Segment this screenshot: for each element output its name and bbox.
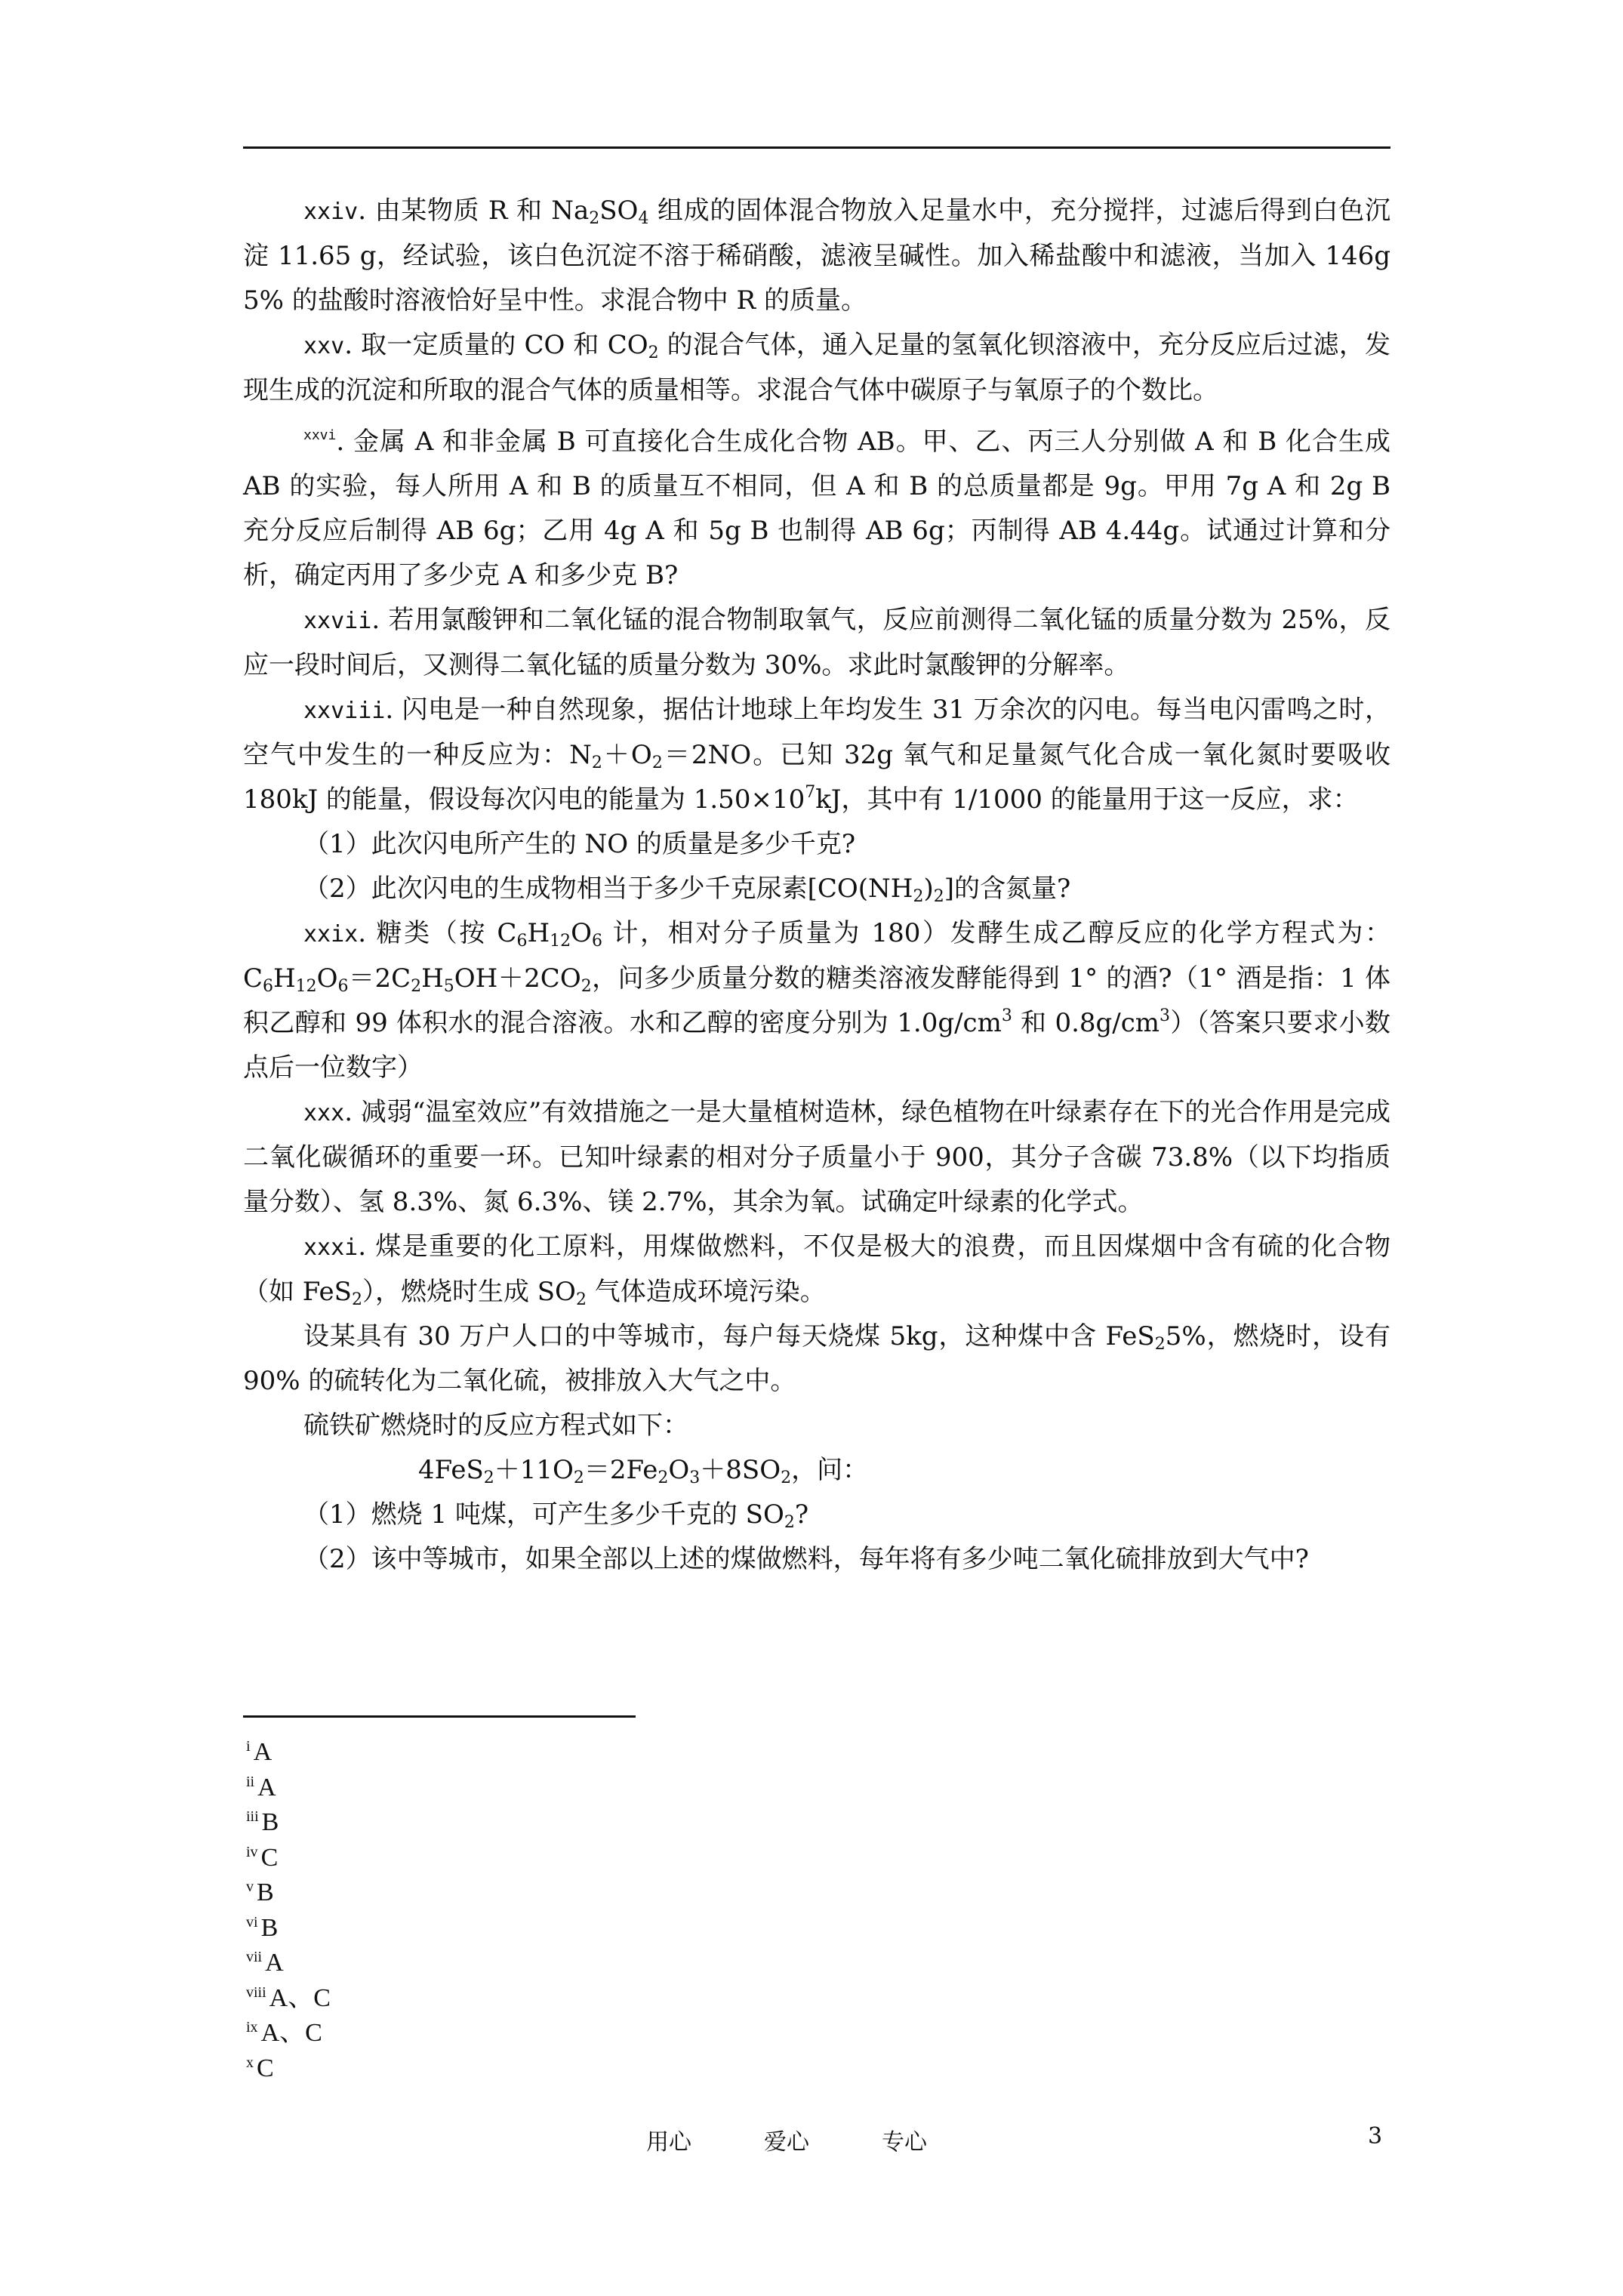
question-number: xxvii bbox=[303, 608, 372, 634]
footer-slogan: 用心 爱心 专心 bbox=[646, 2129, 927, 2156]
question-27: xxvii. 若用氯酸钾和二氧化锰的混合物制取氧气，反应前测得二氧化锰的质量分数为 25%，反应一段时间后，又测得二氧化锰的质量分数为 30%。求此时氯酸钾的分解率。 bbox=[243, 605, 1390, 680]
question-number: xxix bbox=[303, 921, 359, 948]
footnote-item: $^{ix}$ A、C bbox=[246, 2019, 322, 2047]
footnote-item: $^i$ A bbox=[246, 1738, 273, 1766]
question-30: xxx. 减弱“温室效应”有效措施之一是大量植树造林，绿色植物在叶绿素存在下的光合作用是完成二氧化碳循环的重要一环。已知叶绿素的相对分子质量小于 900，其分子含碳 73.8%（以下均指质量分数）、氢 8.3%、氮 6.3%、镁 2.7%，其余为氧。试确定叶绿素的化学式。 bbox=[243, 1097, 1390, 1217]
question-number: xxviii bbox=[303, 698, 386, 724]
question-number: xxx bbox=[303, 1100, 345, 1126]
footnote-separator bbox=[243, 1715, 636, 1718]
question-25: xxv. 取一定质量的 CO 和 $CO_2$ 的混合气体，通入足量的氢氧化钡溶液中，充分反应后过滤，发现生成的沉淀和所取的混合气体的质量相等。求混合气体中碳原子与氧原子的个数比。 bbox=[243, 330, 1390, 405]
question-31-paragraph-3: 硫铁矿燃烧时的反应方程式如下： bbox=[303, 1410, 688, 1441]
document-body bbox=[243, 189, 1390, 1582]
question-31-equation: $4FeS_2+11O_2=2Fe_2O_3+8SO_2$，问： bbox=[418, 1455, 869, 1487]
header-rule bbox=[243, 146, 1390, 149]
footnote-item: $^{ii}$ A bbox=[246, 1773, 276, 1801]
question-28: xxviii. 闪电是一种自然现象，据估计地球上年均发生 31 万余次的闪电。每当电闪雷鸣之时，空气中发生的一种反应为：$N_2+O_2=2NO$。已知 32g 氧气和足量氮气化合成一氧化氮时要吸收 180kJ 的能量，假设每次闪电的能量为 $1.50\times 10^7kJ$，其中有 1/1000 的能量用于这一反应，求： bbox=[243, 695, 1391, 815]
footnote-item: $^x$ C bbox=[246, 2054, 274, 2082]
question-number: xxv bbox=[303, 333, 345, 359]
page-number: 3 bbox=[1368, 2123, 1383, 2150]
footnote-item: $^{iv}$ C bbox=[246, 1843, 279, 1872]
question-31: xxxi. 煤是重要的化工原料，用煤做燃料，不仅是极大的浪费，而且因煤烟中含有硫的化合物（如 FeS$_2$），燃烧时生成 $SO_2$ 气体造成环境污染。 bbox=[243, 1231, 1390, 1309]
footnote-item: $^{vi}$ B bbox=[246, 1913, 279, 1942]
question-number: xxxi bbox=[303, 1234, 359, 1261]
question-number: xxvi bbox=[303, 427, 337, 443]
question-31-part-1: （1）燃烧 1 吨煤，可产生多少千克的 $SO_2$? bbox=[303, 1499, 809, 1532]
question-26: $^{xxvi}$. 金属 A 和非金属 B 可直接化合生成化合物 AB。甲、乙、丙三人分别做 A 和 B 化合生成 AB 的实验，每人所用 A 和 B 的质量互不相同，但 A 和 B 的总质量都是 9g。甲用 7g A 和 2g B 充分反应后制得 AB 6g；乙用 4g A 和 5g B 也制得 AB 6g；丙制得 AB 4.44g。试通过计算和分析，确定丙用了多少克 A 和多少克 B? bbox=[243, 427, 1390, 590]
question-number: xxiv bbox=[303, 199, 359, 225]
footnotes bbox=[246, 1729, 331, 2080]
question-31-paragraph-2: 设某具有 30 万户人口的中等城市，每户每天烧煤 5kg，这种煤中含 FeS$_2$5%，燃烧时，设有 90% 的硫转化为二氧化硫，被排放入大气之中。 bbox=[243, 1321, 1390, 1396]
footnote-item: $^{viii}$ A、C bbox=[246, 1983, 331, 2012]
question-24: xxiv. 由某物质 R 和 $Na_2SO_4$ 组成的固体混合物放入足量水中，充分搅拌，过滤后得到白色沉淀 11.65 g，经试验，该白色沉淀不溶于稀硝酸，滤液呈碱性。加入稀盐酸中和滤液，当加入 146g 5% 的盐酸时溶液恰好呈中性。求混合物中 R 的质量。 bbox=[243, 196, 1390, 316]
question-31-part-2: （2）该中等城市，如果全部以上述的煤做燃料，每年将有多少吨二氧化硫排放到大气中? bbox=[303, 1544, 1309, 1574]
question-29: xxix. 糖类（按 $C_6H_{12}O_6$ 计，相对分子质量为 180）发酵生成乙醇反应的化学方程式为：$C_6H_{12}O_6=2C_2H_5OH+2CO_2$，问多少质量分数的糖类溶液发酵能得到 1° 的酒?（1° 酒是指：1 体积乙醇和 99 体积水的混合溶液。水和乙醇的密度分别为 $1.0g/cm^3$ 和 $0.8g/cm^3$）（答案只要求小数点后一位数字） bbox=[243, 918, 1391, 1083]
footnote-item: $^{iii}$ B bbox=[246, 1808, 279, 1836]
footnote-item: $^v$ B bbox=[246, 1878, 274, 1906]
footnote-item: $^{vii}$ A bbox=[246, 1949, 284, 1977]
question-28-part-1: （1）此次闪电所产生的 NO 的质量是多少千克? bbox=[303, 829, 856, 859]
question-28-part-2: （2）此次闪电的生成物相当于多少千克尿素$[CO(NH_2)_2]$的含氮量? bbox=[303, 874, 1071, 906]
